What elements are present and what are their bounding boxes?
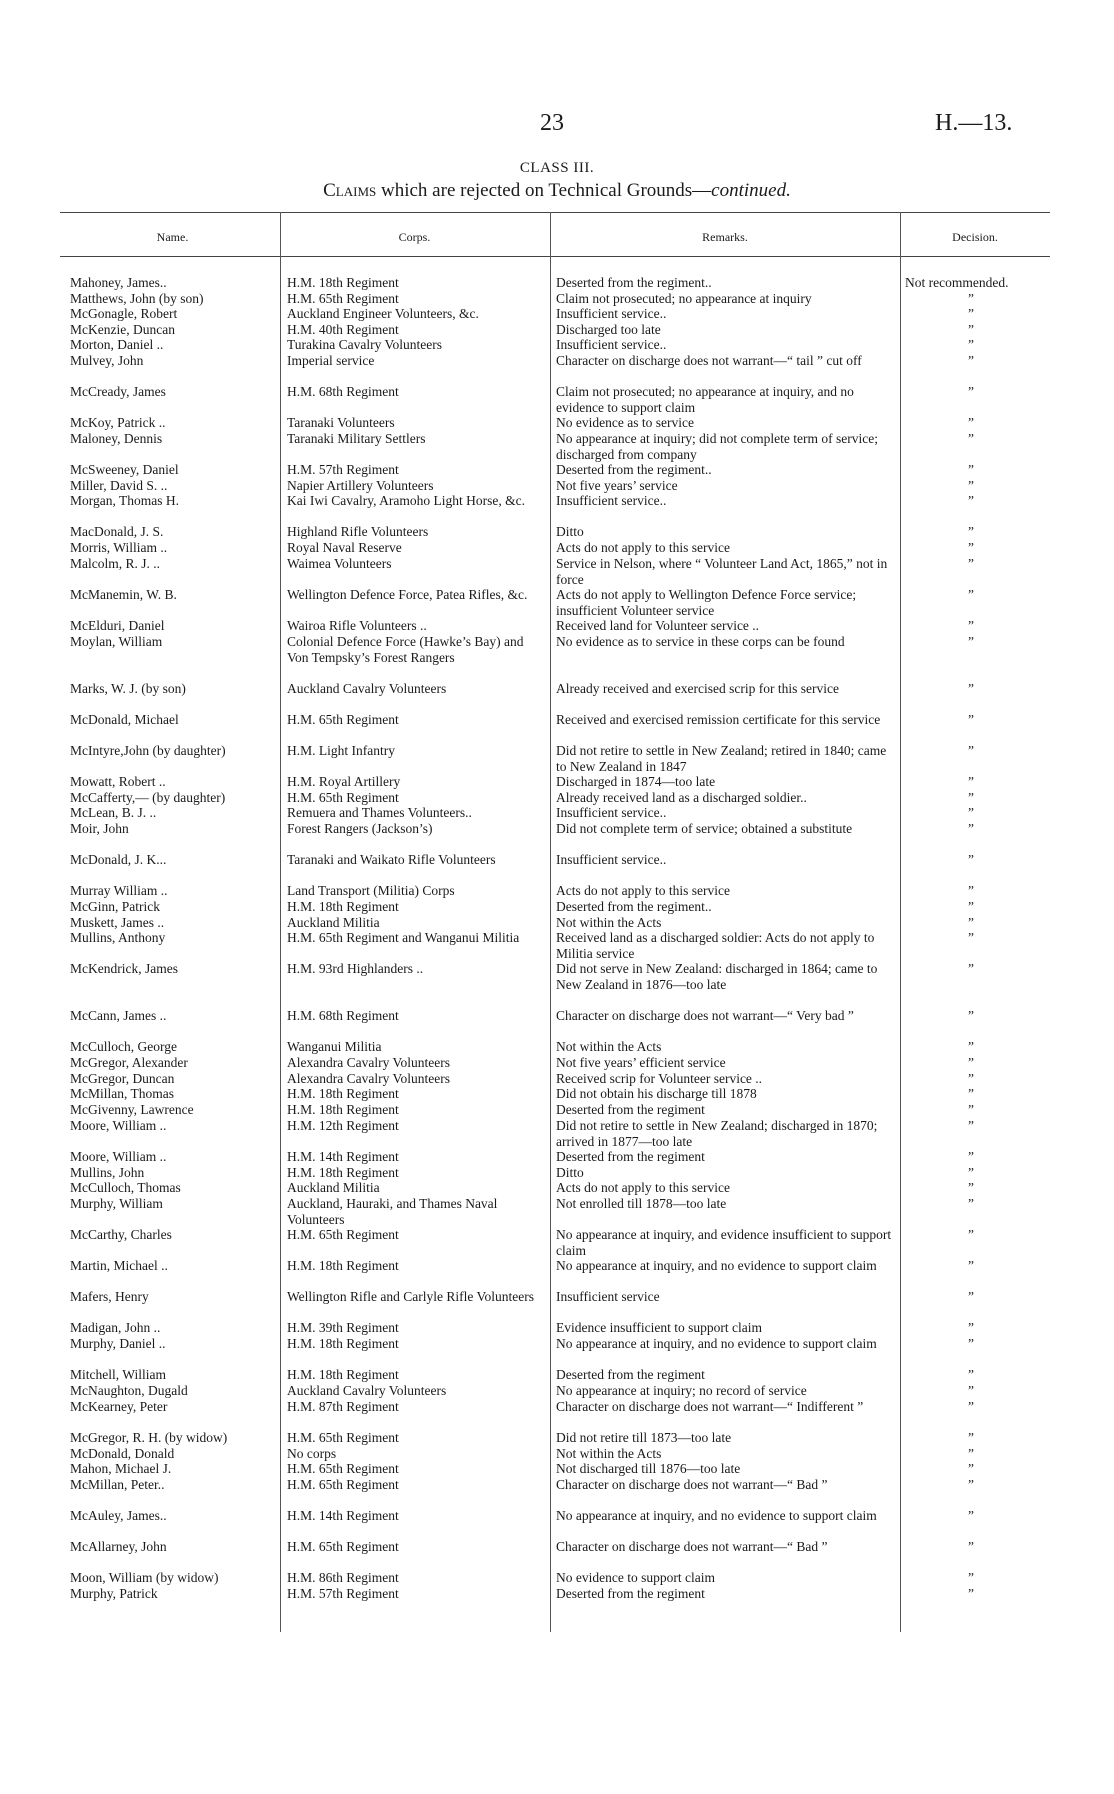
claimant-name: MacDonald, J. S. [70, 524, 164, 539]
table-top-rule [60, 212, 1050, 213]
remarks-cell: Deserted from the regiment.. [556, 462, 712, 477]
corps-cell: Land Transport (Militia) Corps [287, 883, 455, 898]
claimant-name: McDonald, Donald [70, 1446, 175, 1461]
corps-cell: H.M. 65th Regiment [287, 1461, 399, 1476]
decision-cell: ” [968, 524, 974, 539]
subtitle-continued: continued. [711, 180, 791, 201]
corps-cell: Wellington Defence Force, Patea Rifles, &c. [287, 587, 528, 602]
decision-cell: ” [968, 790, 974, 805]
decision-cell: ” [968, 1446, 974, 1461]
claimant-name: McCulloch, George [70, 1039, 177, 1054]
corps-cell: H.M. 93rd Highlanders .. [287, 961, 424, 976]
decision-cell: ” [968, 1320, 974, 1335]
corps-cell: H.M. 65th Regiment and Wanganui Militia [287, 930, 520, 945]
decision-cell: ” [968, 587, 974, 602]
remarks-cell: Already received and exercised scrip for this service [556, 681, 839, 696]
decision-cell: ” [968, 743, 974, 758]
corps-cell: H.M. 57th Regiment [287, 462, 399, 477]
remarks-cell: Discharged in 1874—too late [556, 774, 716, 789]
claimant-name: McGregor, Alexander [70, 1055, 188, 1070]
corps-cell: Auckland, Hauraki, and Thames Naval Volunteers [287, 1196, 498, 1227]
claimant-name: Maloney, Dennis [70, 431, 163, 446]
table-subtitle [0, 180, 1114, 202]
corps-cell: Alexandra Cavalry Volunteers [287, 1071, 450, 1086]
corps-cell: H.M. 14th Regiment [287, 1149, 399, 1164]
remarks-cell: Not five years’ service [556, 478, 678, 493]
decision-cell: ” [968, 852, 974, 867]
claimant-name: McCafferty,— (by daughter) [70, 790, 226, 805]
corps-cell: Auckland Cavalry Volunteers [287, 681, 447, 696]
claimant-name: Mitchell, William [70, 1367, 166, 1382]
decision-cell: ” [968, 462, 974, 477]
remarks-cell: Character on discharge does not warrant—“ Bad ” [556, 1477, 828, 1492]
remarks-cell: Did not serve in New Zealand: discharged in 1864; came to New Zealand in 1876—too late [556, 961, 878, 992]
remarks-cell: No appearance at inquiry, and no evidence to support claim [556, 1508, 877, 1523]
decision-cell: ” [968, 556, 974, 571]
decision-cell: ” [968, 1055, 974, 1070]
claimant-name: McGivenny, Lawrence [70, 1102, 194, 1117]
table-header-rule [60, 256, 1050, 257]
column-divider-2 [550, 212, 551, 1632]
corps-cell: Remuera and Thames Volunteers.. [287, 805, 472, 820]
claimant-name: Moore, William .. [70, 1149, 167, 1164]
corps-cell: H.M. 65th Regiment [287, 1430, 399, 1445]
claimant-name: McGregor, R. H. (by widow) [70, 1430, 228, 1445]
class-title: CLASS III. [519, 160, 595, 176]
claimant-name: Morris, William .. [70, 540, 168, 555]
claimant-name: McKearney, Peter [70, 1399, 168, 1414]
corps-cell: H.M. 18th Regiment [287, 899, 399, 914]
remarks-cell: No evidence as to service [556, 415, 694, 430]
claimant-name: Martin, Michael .. [70, 1258, 168, 1273]
remarks-cell: Discharged too late [556, 322, 661, 337]
claimant-name: Murray William .. [70, 883, 168, 898]
claimant-name: McMillan, Peter.. [70, 1477, 165, 1492]
remarks-cell: Received and exercised remission certificate for this service [556, 712, 881, 727]
column-divider-1 [280, 212, 281, 1632]
claimant-name: McCready, James [70, 384, 166, 399]
corps-cell: Kai Iwi Cavalry, Aramoho Light Horse, &c. [287, 493, 525, 508]
corps-cell: Napier Artillery Volunteers [287, 478, 434, 493]
remarks-cell: Insufficient service.. [556, 852, 667, 867]
remarks-cell: Not within the Acts [556, 1039, 662, 1054]
claimant-name: McDonald, Michael [70, 712, 179, 727]
remarks-cell: Claim not prosecuted; no appearance at inquiry, and no evidence to support claim [556, 384, 854, 415]
remarks-cell: Service in Nelson, where “ Volunteer Land Act, 1865,” not in force [556, 556, 888, 587]
decision-cell: ” [968, 1289, 974, 1304]
corps-cell: H.M. 57th Regiment [287, 1586, 399, 1601]
decision-cell: ” [968, 1336, 974, 1351]
corps-cell: Imperial service [287, 353, 375, 368]
remarks-cell: Insufficient service.. [556, 805, 667, 820]
decision-cell: ” [968, 1227, 974, 1242]
claimant-name: McAuley, James.. [70, 1508, 167, 1523]
claimant-name: McIntyre,John (by daughter) [70, 743, 226, 758]
remarks-cell: Deserted from the regiment.. [556, 899, 712, 914]
corps-cell: Turakina Cavalry Volunteers [287, 337, 442, 352]
subtitle-claims: Claims [323, 180, 377, 201]
remarks-cell: Not within the Acts [556, 915, 662, 930]
remarks-cell: No appearance at inquiry; did not complete term of service; discharged from company [556, 431, 879, 462]
decision-cell: ” [968, 1039, 974, 1054]
decision-cell: ” [968, 1165, 974, 1180]
column-header-decision: Decision. [952, 230, 998, 244]
remarks-cell: No appearance at inquiry; no record of service [556, 1383, 807, 1398]
decision-cell: ” [968, 1086, 974, 1101]
column-header-remarks: Remarks. [702, 230, 748, 244]
remarks-cell: Did not retire to settle in New Zealand; discharged in 1870; arrived in 1877—too late [556, 1118, 878, 1149]
remarks-cell: Insufficient service.. [556, 306, 667, 321]
decision-cell: ” [968, 634, 974, 649]
corps-cell: Taranaki Volunteers [287, 415, 395, 430]
remarks-cell: Deserted from the regiment.. [556, 275, 712, 290]
decision-cell: ” [968, 883, 974, 898]
remarks-cell: Did not retire to settle in New Zealand; retired in 1840; came to New Zealand in 1847 [556, 743, 887, 774]
remarks-cell: Not within the Acts [556, 1446, 662, 1461]
claimant-name: Miller, David S. .. [70, 478, 168, 493]
decision-cell: ” [968, 1196, 974, 1211]
decision-cell: ” [968, 478, 974, 493]
corps-cell: Alexandra Cavalry Volunteers [287, 1055, 450, 1070]
decision-cell: ” [968, 1258, 974, 1273]
claimant-name: Malcolm, R. J. .. [70, 556, 160, 571]
claimant-name: McNaughton, Dugald [70, 1383, 188, 1398]
claimant-name: Mulvey, John [70, 353, 144, 368]
remarks-cell: Did not retire till 1873—too late [556, 1430, 732, 1445]
corps-cell: H.M. 65th Regiment [287, 790, 399, 805]
remarks-cell: Received land for Volunteer service .. [556, 618, 760, 633]
remarks-cell: Deserted from the regiment [556, 1586, 705, 1601]
claimant-name: Murphy, Patrick [70, 1586, 158, 1601]
decision-cell: ” [968, 415, 974, 430]
remarks-cell: Insufficient service.. [556, 493, 667, 508]
claimant-name: Mullins, Anthony [70, 930, 166, 945]
corps-cell: Taranaki Military Settlers [287, 431, 426, 446]
corps-cell: Auckland Militia [287, 915, 380, 930]
column-header-name: Name. [156, 230, 189, 244]
claimant-name: McKendrick, James [70, 961, 178, 976]
document-reference: H.—13. [935, 110, 1013, 136]
claimant-name: McDonald, J. K... [70, 852, 167, 867]
corps-cell: Royal Naval Reserve [287, 540, 402, 555]
corps-cell: H.M. 65th Regiment [287, 291, 399, 306]
decision-cell: ” [968, 1508, 974, 1523]
decision-cell: ” [968, 930, 974, 945]
corps-cell: Highland Rifle Volunteers [287, 524, 429, 539]
decision-cell: Not recommended. [905, 275, 1009, 290]
claimant-name: Mafers, Henry [70, 1289, 149, 1304]
claimant-name: Mullins, John [70, 1165, 145, 1180]
remarks-cell: Acts do not apply to this service [556, 1180, 730, 1195]
claimant-name: Moore, William .. [70, 1118, 167, 1133]
corps-cell: Taranaki and Waikato Rifle Volunteers [287, 852, 496, 867]
claimant-name: McCann, James .. [70, 1008, 167, 1023]
corps-cell: H.M. Royal Artillery [287, 774, 401, 789]
decision-cell: ” [968, 805, 974, 820]
corps-cell: H.M. 18th Regiment [287, 275, 399, 290]
decision-cell: ” [968, 899, 974, 914]
claimant-name: Mowatt, Robert .. [70, 774, 166, 789]
remarks-cell: Received land as a discharged soldier: Acts do not apply to Militia service [556, 930, 875, 961]
decision-cell: ” [968, 493, 974, 508]
decision-cell: ” [968, 353, 974, 368]
claimant-name: Mahoney, James.. [70, 275, 167, 290]
claimant-name: McGonagle, Robert [70, 306, 178, 321]
corps-cell: H.M. Light Infantry [287, 743, 395, 758]
remarks-cell: Not five years’ efficient service [556, 1055, 726, 1070]
corps-cell: H.M. 18th Regiment [287, 1336, 399, 1351]
decision-cell: ” [968, 306, 974, 321]
corps-cell: Forest Rangers (Jackson’s) [287, 821, 433, 836]
corps-cell: Waimea Volunteers [287, 556, 392, 571]
corps-cell: Auckland Militia [287, 1180, 380, 1195]
page-number: 23 [540, 110, 564, 136]
claimant-name: McGregor, Duncan [70, 1071, 175, 1086]
claimant-name: McKoy, Patrick .. [70, 415, 166, 430]
remarks-cell: Ditto [556, 1165, 584, 1180]
claimant-name: Murphy, William [70, 1196, 163, 1211]
decision-cell: ” [968, 322, 974, 337]
decision-cell: ” [968, 384, 974, 399]
corps-cell: Auckland Cavalry Volunteers [287, 1383, 447, 1398]
remarks-cell: Acts do not apply to Wellington Defence Force service; insufficient Volunteer service [556, 587, 857, 618]
claimant-name: Moon, William (by widow) [70, 1570, 219, 1585]
remarks-cell: Received scrip for Volunteer service .. [556, 1071, 763, 1086]
decision-cell: ” [968, 1477, 974, 1492]
remarks-cell: No evidence to support claim [556, 1570, 715, 1585]
claimant-name: Mahon, Michael J. [70, 1461, 172, 1476]
remarks-cell: Character on discharge does not warrant—“ Indifferent ” [556, 1399, 864, 1414]
remarks-cell: Ditto [556, 524, 584, 539]
remarks-cell: Not enrolled till 1878—too late [556, 1196, 727, 1211]
subtitle-main: which are rejected on Technical Grounds— [376, 180, 712, 201]
decision-cell: ” [968, 774, 974, 789]
claimant-name: Murphy, Daniel .. [70, 1336, 166, 1351]
decision-cell: ” [968, 1008, 974, 1023]
decision-cell: ” [968, 1149, 974, 1164]
corps-cell: H.M. 14th Regiment [287, 1508, 399, 1523]
decision-cell: ” [968, 618, 974, 633]
corps-cell: H.M. 18th Regiment [287, 1258, 399, 1273]
remarks-cell: Insufficient service.. [556, 337, 667, 352]
corps-cell: H.M. 18th Regiment [287, 1102, 399, 1117]
claimant-name: Muskett, James .. [70, 915, 165, 930]
decision-cell: ” [968, 1430, 974, 1445]
remarks-cell: No evidence as to service in these corps can be found [556, 634, 845, 649]
column-divider-3 [900, 212, 901, 1632]
corps-cell: H.M. 65th Regiment [287, 712, 399, 727]
remarks-cell: Acts do not apply to this service [556, 540, 730, 555]
corps-cell: H.M. 65th Regiment [287, 1227, 399, 1242]
remarks-cell: Deserted from the regiment [556, 1367, 705, 1382]
claimant-name: McSweeney, Daniel [70, 462, 179, 477]
claimant-name: McCulloch, Thomas [70, 1180, 181, 1195]
corps-cell: H.M. 87th Regiment [287, 1399, 399, 1414]
remarks-cell: Deserted from the regiment [556, 1102, 705, 1117]
remarks-cell: Deserted from the regiment [556, 1149, 705, 1164]
remarks-cell: Acts do not apply to this service [556, 883, 730, 898]
remarks-cell: Did not obtain his discharge till 1878 [556, 1086, 757, 1101]
corps-cell: H.M. 18th Regiment [287, 1086, 399, 1101]
decision-cell: ” [968, 1367, 974, 1382]
corps-cell: H.M. 65th Regiment [287, 1477, 399, 1492]
decision-cell: ” [968, 915, 974, 930]
claimant-name: McAllarney, John [70, 1539, 167, 1554]
claimant-name: McKenzie, Duncan [70, 322, 175, 337]
claimant-name: McGinn, Patrick [70, 899, 160, 914]
decision-cell: ” [968, 1461, 974, 1476]
claimant-name: McCarthy, Charles [70, 1227, 172, 1242]
remarks-cell: Evidence insufficient to support claim [556, 1320, 762, 1335]
column-header-corps: Corps. [398, 230, 431, 244]
claimant-name: Moir, John [70, 821, 129, 836]
decision-cell: ” [968, 1102, 974, 1117]
corps-cell: Colonial Defence Force (Hawke’s Bay) and Von Tempsky’s Forest Rangers [287, 634, 524, 665]
decision-cell: ” [968, 1071, 974, 1086]
corps-cell: H.M. 12th Regiment [287, 1118, 399, 1133]
corps-cell: Auckland Engineer Volunteers, &c. [287, 306, 479, 321]
claimant-name: Matthews, John (by son) [70, 291, 204, 306]
decision-cell: ” [968, 1383, 974, 1398]
corps-cell: H.M. 18th Regiment [287, 1165, 399, 1180]
decision-cell: ” [968, 821, 974, 836]
corps-cell: H.M. 68th Regiment [287, 384, 399, 399]
decision-cell: ” [968, 1399, 974, 1414]
decision-cell: ” [968, 1570, 974, 1585]
decision-cell: ” [968, 1586, 974, 1601]
remarks-cell: No appearance at inquiry, and evidence insufficient to support claim [556, 1227, 892, 1258]
remarks-cell: Character on discharge does not warrant—“ Very bad ” [556, 1008, 854, 1023]
decision-cell: ” [968, 291, 974, 306]
decision-cell: ” [968, 681, 974, 696]
claimant-name: McMillan, Thomas [70, 1086, 174, 1101]
remarks-cell: Insufficient service [556, 1289, 660, 1304]
claimant-name: Madigan, John .. [70, 1320, 161, 1335]
decision-cell: ” [968, 712, 974, 727]
corps-cell: H.M. 39th Regiment [287, 1320, 399, 1335]
corps-cell: H.M. 68th Regiment [287, 1008, 399, 1023]
corps-cell: Wanganui Militia [287, 1039, 382, 1054]
decision-cell: ” [968, 1539, 974, 1554]
remarks-cell: Character on discharge does not warrant—“ Bad ” [556, 1539, 828, 1554]
decision-cell: ” [968, 1180, 974, 1195]
decision-cell: ” [968, 540, 974, 555]
decision-cell: ” [968, 337, 974, 352]
remarks-cell: Did not complete term of service; obtained a substitute [556, 821, 853, 836]
corps-cell: No corps [287, 1446, 337, 1461]
remarks-cell: Claim not prosecuted; no appearance at inquiry [556, 291, 812, 306]
remarks-cell: Not discharged till 1876—too late [556, 1461, 741, 1476]
claimant-name: Marks, W. J. (by son) [70, 681, 186, 696]
claimant-name: Moylan, William [70, 634, 163, 649]
corps-cell: H.M. 40th Regiment [287, 322, 399, 337]
remarks-cell: Already received land as a discharged soldier.. [556, 790, 807, 805]
claimant-name: McLean, B. J. .. [70, 805, 157, 820]
claimant-name: Morgan, Thomas H. [70, 493, 179, 508]
remarks-cell: Character on discharge does not warrant—“ tail ” cut off [556, 353, 862, 368]
decision-cell: ” [968, 1118, 974, 1133]
claimant-name: McElduri, Daniel [70, 618, 165, 633]
corps-cell: Wairoa Rifle Volunteers .. [287, 618, 427, 633]
corps-cell: H.M. 65th Regiment [287, 1539, 399, 1554]
remarks-cell: No appearance at inquiry, and no evidence to support claim [556, 1336, 877, 1351]
corps-cell: H.M. 86th Regiment [287, 1570, 399, 1585]
corps-cell: Wellington Rifle and Carlyle Rifle Volunteers [287, 1289, 534, 1304]
decision-cell: ” [968, 431, 974, 446]
corps-cell: H.M. 18th Regiment [287, 1367, 399, 1382]
claimant-name: Morton, Daniel .. [70, 337, 164, 352]
decision-cell: ” [968, 961, 974, 976]
claimant-name: McManemin, W. B. [70, 587, 177, 602]
remarks-cell: No appearance at inquiry, and no evidence to support claim [556, 1258, 877, 1273]
